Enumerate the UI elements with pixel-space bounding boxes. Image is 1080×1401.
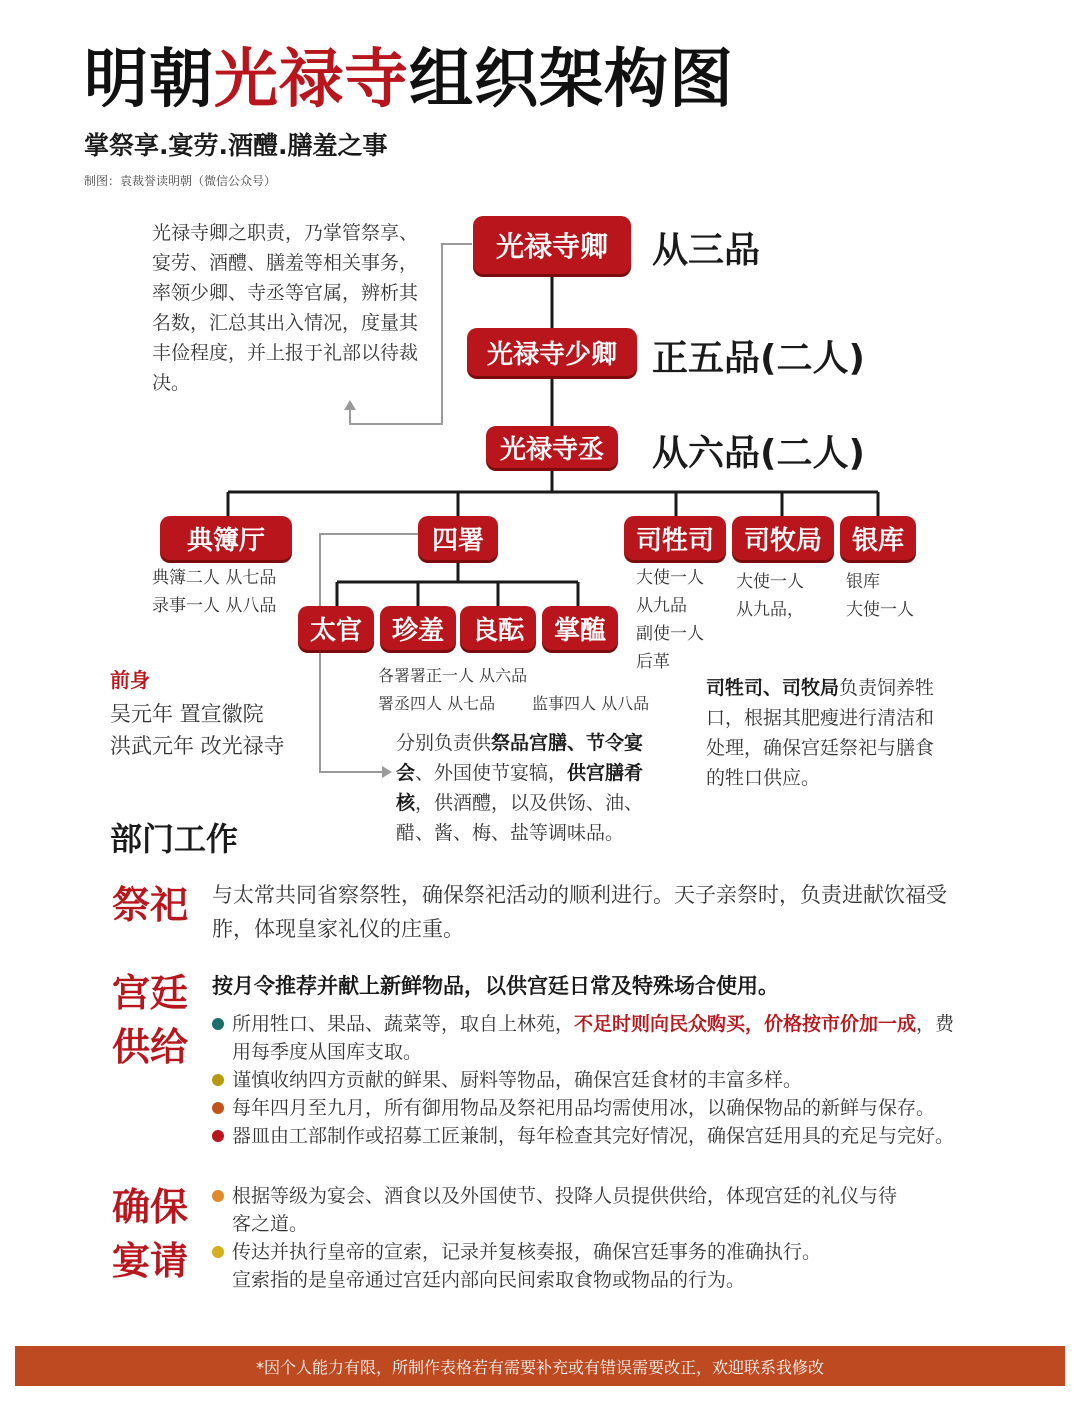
section-jisi-label: 祭祀 xyxy=(112,883,189,927)
simu-line2: 从九品， xyxy=(736,600,804,620)
node-zhenxiu: 珍羞 xyxy=(380,606,456,650)
yinku-line1: 银库 xyxy=(846,572,880,592)
node-guanglusi-cheng: 光禄寺丞 xyxy=(486,426,618,468)
rank-qing: 从三品 xyxy=(652,230,761,271)
gongting-bullet-1-line2: 用每季度从国库支取。 xyxy=(232,1041,423,1063)
section-gongting-lead: 按月令推荐并献上新鲜物品，以供宫廷日常及特殊场合使用。 xyxy=(212,974,779,998)
gongting-bullet-3: 每年四月至九月，所有御用物品及祭祀用品均需使用冰，以确保物品的新鲜与保存。 xyxy=(212,1094,935,1122)
bullet-dot xyxy=(212,1102,224,1114)
footer-note: *因个人能力有限，所制作表格若有需要补充或有错误需要改正，欢迎联系我修改 xyxy=(15,1346,1065,1386)
bullet-dot xyxy=(212,1190,224,1202)
predecessor-line2: 洪武元年 改光禄寺 xyxy=(110,734,285,758)
bullet-dot xyxy=(212,1246,224,1258)
bullet-dot xyxy=(212,1018,224,1030)
page-title: 明朝光禄寺组织架构图 xyxy=(84,43,734,117)
node-liangyun: 良酝 xyxy=(460,606,536,650)
queba-bullet-1-line2: 客之道。 xyxy=(232,1213,309,1235)
node-taiguan: 太官 xyxy=(298,606,374,650)
node-simu-ju: 司牧局 xyxy=(732,516,834,560)
sishu-officials-line2b: 监事四人 从八品 xyxy=(532,694,650,713)
sisheng-line1: 大使一人 xyxy=(636,568,704,588)
section-queba-label1: 确保 xyxy=(112,1185,189,1229)
node-yinku: 银库 xyxy=(840,516,916,560)
gongting-bullet-4: 器皿由工部制作或招募工匠兼制，每年检查其完好情况，确保宫廷用具的充足与完好。 xyxy=(212,1122,954,1150)
sisheng-simu-description: 司牲司、司牧局负责饲养牲口，根据其肥瘦进行清洁和处理，确保宫廷祭祀与膳食的牲口供应。 xyxy=(706,677,935,789)
predecessor-line1: 吴元年 置宣徽院 xyxy=(110,702,264,726)
sishu-description: 分别负责供祭品宫膳、节令宴会、外国使节宴犒，供宫膳肴核，供酒醴，以及供饧、油、醋、酱、梅、盐等调味品。 xyxy=(396,732,644,844)
sishu-officials-line2a: 署丞四人 从七品 xyxy=(378,694,496,713)
dianbu-line2: 录事一人 从八品 xyxy=(152,596,277,616)
section-gongting-label2: 供给 xyxy=(112,1025,189,1069)
gongting-bullet-2: 谨慎收纳四方贡献的鲜果、厨料等物品，确保宫廷食材的丰富多样。 xyxy=(212,1066,802,1094)
sisheng-line3: 副使一人 xyxy=(636,624,704,644)
simu-line1: 大使一人 xyxy=(736,572,804,592)
node-guanglusi-shaoqing: 光禄寺少卿 xyxy=(467,328,637,376)
sisheng-line4: 后革 xyxy=(636,652,670,672)
bullet-dot xyxy=(212,1074,224,1086)
node-zhanghai: 掌醢 xyxy=(542,606,618,650)
sishu-officials-line1: 各署署正一人 从六品 xyxy=(378,666,528,685)
gongting-bullet-1: 所用牲口、果品、蔬菜等，取自上林苑，不足时则向民众购买，价格按市价加一成，费 xyxy=(212,1010,954,1038)
subtitle: 掌祭享.宴劳.酒醴.膳羞之事 xyxy=(84,131,388,160)
rank-shaoqing: 正五品(二人) xyxy=(652,338,865,379)
node-sisheng-si: 司牲司 xyxy=(624,516,726,560)
section-gongting-label1: 宫廷 xyxy=(112,971,189,1015)
section-jisi-text: 与太常共同省察祭牲，确保祭祀活动的顺利进行。天子亲祭时，负责进献饮福受胙，体现皇家礼仪的庄重。 xyxy=(212,883,947,941)
predecessor-label: 前身 xyxy=(110,668,150,692)
node-sishu: 四署 xyxy=(418,516,498,560)
node-guanglusi-qing: 光禄寺卿 xyxy=(473,216,631,274)
node-dianbu-ting: 典簿厅 xyxy=(160,516,292,560)
sisheng-line2: 从九品 xyxy=(636,596,687,616)
dept-work-heading: 部门工作 xyxy=(110,820,239,858)
qing-description: 光禄寺卿之职责，乃掌管祭享、宴劳、酒醴、膳羞等相关事务，率领少卿、寺丞等官属，辨析其名数，汇总其出入情况，度量其丰俭程度，并上报于礼部以待裁决。 xyxy=(152,222,419,394)
bullet-dot xyxy=(212,1130,224,1142)
rank-cheng: 从六品(二人) xyxy=(652,433,865,474)
queba-bullet-2: 传达并执行皇帝的宣索，记录并复核奏报，确保宫廷事务的准确执行。 xyxy=(212,1238,821,1266)
queba-bullet-2-line2: 宣索指的是皇帝通过宫廷内部向民间索取食物或物品的行为。 xyxy=(232,1269,746,1291)
yinku-line2: 大使一人 xyxy=(846,600,914,620)
dianbu-line1: 典簿二人 从七品 xyxy=(152,568,277,588)
queba-bullet-1: 根据等级为宴会、酒食以及外国使节、投降人员提供供给，体现宫廷的礼仪与待 xyxy=(212,1182,897,1210)
section-queba-label2: 宴请 xyxy=(112,1239,189,1283)
credit: 制图：袁裁誉读明朝（微信公众号） xyxy=(84,174,277,188)
